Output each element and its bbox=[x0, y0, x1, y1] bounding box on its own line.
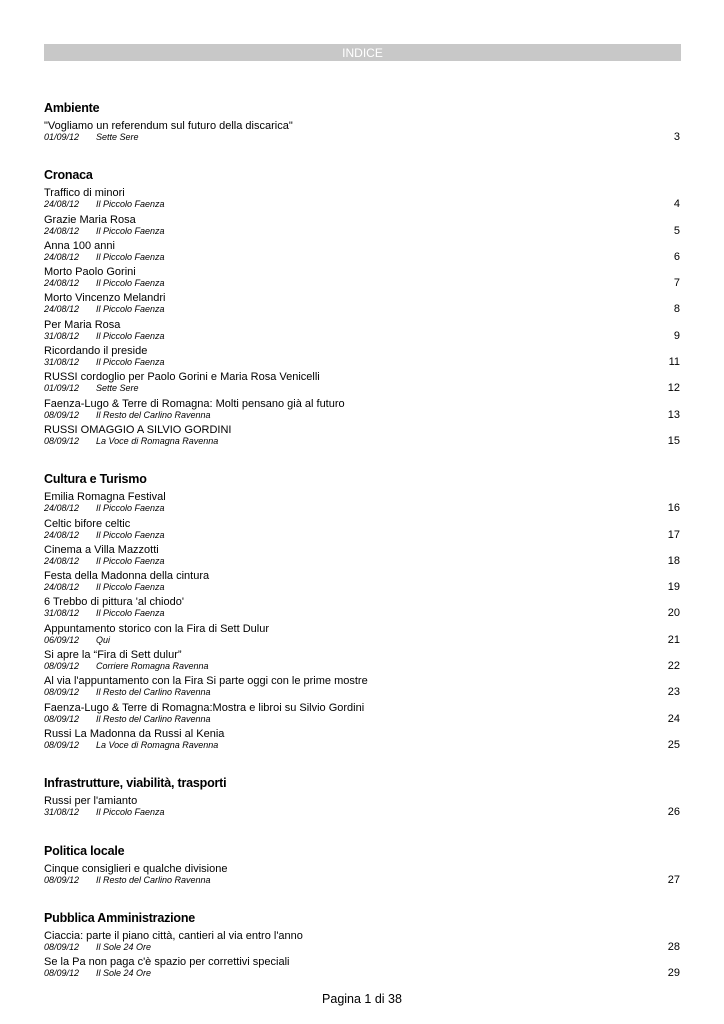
entry-meta bbox=[44, 410, 681, 420]
entry-title: Se la Pa non paga c'è spazio per correttivi speciali bbox=[44, 956, 290, 969]
entry-source: Il Piccolo Faenza bbox=[96, 555, 165, 566]
entry-page-number: 29 bbox=[667, 967, 680, 980]
entry-date: 08/09/12 bbox=[44, 874, 80, 885]
entry-meta bbox=[44, 661, 681, 671]
index-section bbox=[44, 471, 681, 754]
entry-meta bbox=[44, 942, 681, 952]
entry-meta bbox=[44, 875, 681, 885]
entry-source: Il Piccolo Faenza bbox=[96, 503, 165, 514]
entry-date: 24/08/12 bbox=[44, 304, 80, 315]
entry-title: Ricordando il preside bbox=[44, 345, 148, 358]
entry-title: Al via l'appuntamento con la Fira Si parte oggi con le prime mostre bbox=[44, 675, 368, 688]
entry-date: 08/09/12 bbox=[44, 409, 80, 420]
entry-title: Cinema a Villa Mazzotti bbox=[44, 543, 159, 556]
index-entry[interactable] bbox=[44, 491, 681, 517]
entry-date: 24/08/12 bbox=[44, 503, 80, 514]
entry-page-number: 25 bbox=[667, 738, 680, 751]
entry-source: Il Piccolo Faenza bbox=[96, 330, 165, 341]
entry-title: 6 Trebbo di pittura 'al chiodo' bbox=[44, 596, 184, 609]
index-content bbox=[44, 100, 681, 982]
entry-date: 24/08/12 bbox=[44, 278, 80, 289]
index-entry[interactable] bbox=[44, 214, 681, 240]
entry-meta bbox=[44, 740, 681, 750]
entry-source: Il Piccolo Faenza bbox=[96, 608, 165, 619]
entry-source: Qui bbox=[96, 634, 111, 645]
entry-page-number: 4 bbox=[673, 198, 680, 211]
entry-date: 31/08/12 bbox=[44, 608, 80, 619]
entry-source: Il Piccolo Faenza bbox=[96, 529, 165, 540]
index-section bbox=[44, 910, 681, 983]
index-entry[interactable] bbox=[44, 795, 681, 821]
index-section bbox=[44, 775, 681, 821]
section-title: Ambiente bbox=[44, 101, 100, 115]
index-entry[interactable] bbox=[44, 930, 681, 956]
entry-date: 31/08/12 bbox=[44, 357, 80, 368]
entry-page-number: 16 bbox=[667, 502, 680, 515]
index-entry[interactable] bbox=[44, 371, 681, 397]
section-title: Pubblica Amministrazione bbox=[44, 910, 196, 925]
entry-meta bbox=[44, 968, 681, 978]
entry-page-number: 19 bbox=[667, 581, 680, 594]
index-entry[interactable] bbox=[44, 702, 681, 728]
entry-date: 31/08/12 bbox=[44, 807, 80, 818]
index-entry[interactable] bbox=[44, 319, 681, 345]
entry-title: Festa della Madonna della cintura bbox=[44, 570, 210, 583]
index-entry[interactable] bbox=[44, 240, 681, 266]
entry-date: 31/08/12 bbox=[44, 330, 80, 341]
index-entry[interactable] bbox=[44, 120, 681, 146]
entry-meta bbox=[44, 383, 681, 393]
entry-title: "Vogliamo un referendum sul futuro della discarica" bbox=[44, 120, 293, 132]
entry-page-number: 23 bbox=[667, 686, 680, 699]
entry-meta bbox=[44, 357, 681, 367]
entry-date: 08/09/12 bbox=[44, 739, 80, 750]
entry-meta bbox=[44, 132, 681, 142]
entry-date: 06/09/12 bbox=[44, 634, 80, 645]
index-section bbox=[44, 167, 681, 450]
index-entry[interactable] bbox=[44, 596, 681, 622]
entry-page-number: 5 bbox=[673, 224, 680, 237]
entry-source: Il Sole 24 Ore bbox=[96, 968, 152, 979]
entry-source: Il Piccolo Faenza bbox=[96, 278, 165, 289]
entry-page-number: 28 bbox=[667, 940, 680, 953]
index-entry[interactable] bbox=[44, 623, 681, 649]
entry-source: Il Piccolo Faenza bbox=[96, 807, 165, 818]
entry-meta bbox=[44, 635, 681, 645]
entry-meta bbox=[44, 807, 681, 817]
entry-date: 08/09/12 bbox=[44, 941, 80, 952]
page-footer bbox=[0, 992, 724, 1006]
entry-date: 01/09/12 bbox=[44, 383, 80, 394]
entry-date: 01/09/12 bbox=[44, 132, 80, 142]
entry-meta bbox=[44, 226, 681, 236]
entry-meta bbox=[44, 530, 681, 540]
entry-page-number: 20 bbox=[667, 607, 680, 620]
entry-source: Il Sole 24 Ore bbox=[96, 941, 152, 952]
index-entry[interactable] bbox=[44, 544, 681, 570]
entry-source: Il Piccolo Faenza bbox=[96, 225, 165, 236]
entry-meta bbox=[44, 199, 681, 209]
entry-meta bbox=[44, 608, 681, 618]
entry-page-number: 24 bbox=[667, 712, 680, 725]
index-entry[interactable] bbox=[44, 292, 681, 318]
index-entry[interactable] bbox=[44, 570, 681, 596]
section-title: Infrastrutture, viabilità, trasporti bbox=[44, 776, 227, 791]
entry-meta bbox=[44, 714, 681, 724]
entry-title: Grazie Maria Rosa bbox=[44, 213, 136, 226]
entry-source: Sette Sere bbox=[96, 383, 139, 394]
index-section bbox=[44, 100, 681, 146]
index-entry[interactable] bbox=[44, 424, 681, 450]
entry-title: Morto Paolo Gorini bbox=[44, 266, 136, 279]
section-title: Cronaca bbox=[44, 168, 93, 183]
entry-source: Il Piccolo Faenza bbox=[96, 251, 165, 262]
entry-source: La Voce di Romagna Ravenna bbox=[96, 435, 219, 446]
index-entry[interactable] bbox=[44, 728, 681, 754]
entry-date: 24/08/12 bbox=[44, 225, 80, 236]
entry-page-number: 26 bbox=[667, 806, 680, 819]
index-entry[interactable] bbox=[44, 398, 681, 424]
entry-page-number: 13 bbox=[667, 408, 680, 421]
entry-meta bbox=[44, 252, 681, 262]
entry-title: Celtic bifore celtic bbox=[44, 517, 131, 530]
entry-page-number: 8 bbox=[673, 303, 680, 316]
entry-meta bbox=[44, 304, 681, 314]
entry-page-number: 18 bbox=[667, 554, 680, 567]
entry-title: Per Maria Rosa bbox=[44, 318, 121, 331]
index-section bbox=[44, 843, 681, 889]
entry-source: Il Resto del Carlino Ravenna bbox=[96, 713, 211, 724]
entry-meta bbox=[44, 278, 681, 288]
entry-title: Appuntamento storico con la Fira di Sett Dulur bbox=[44, 622, 270, 635]
page-number-label: Pagina 1 di 38 bbox=[322, 992, 402, 1006]
entry-title: Russi per l'amianto bbox=[44, 795, 138, 808]
entry-title: RUSSI cordoglio per Paolo Gorini e Maria Rosa Venicelli bbox=[44, 371, 320, 384]
entry-meta bbox=[44, 582, 681, 592]
index-entry[interactable] bbox=[44, 518, 681, 544]
entry-page-number: 9 bbox=[673, 329, 680, 342]
entry-title: Faenza-Lugo & Terre di Romagna: Molti pensano già al futuro bbox=[44, 397, 345, 410]
index-header-bar bbox=[44, 44, 681, 61]
index-entry[interactable] bbox=[44, 266, 681, 292]
entry-meta bbox=[44, 503, 681, 513]
entry-page-number: 7 bbox=[673, 277, 680, 290]
entry-page-number: 21 bbox=[667, 633, 680, 646]
entry-title: Russi La Madonna da Russi al Kenia bbox=[44, 727, 225, 740]
entry-page-number: 11 bbox=[668, 356, 680, 369]
entry-title: RUSSI OMAGGIO A SILVIO GORDINI bbox=[44, 423, 232, 436]
entry-source: Corriere Romagna Ravenna bbox=[96, 661, 209, 672]
entry-title: Faenza-Lugo & Terre di Romagna:Mostra e libroi su Silvio Gordini bbox=[44, 701, 365, 714]
entry-date: 24/08/12 bbox=[44, 582, 80, 593]
entry-title: Ciaccia: parte il piano città, cantieri al via entro l'anno bbox=[44, 929, 303, 942]
entry-source: Il Piccolo Faenza bbox=[96, 582, 165, 593]
section-title: Politica locale bbox=[44, 843, 125, 858]
entry-source: Il Resto del Carlino Ravenna bbox=[96, 687, 211, 698]
index-entry[interactable] bbox=[44, 675, 681, 701]
entry-date: 08/09/12 bbox=[44, 687, 80, 698]
entry-meta bbox=[44, 331, 681, 341]
entry-title: Emilia Romagna Festival bbox=[44, 491, 166, 504]
entry-date: 24/08/12 bbox=[44, 555, 80, 566]
entry-meta bbox=[44, 436, 681, 446]
entry-meta bbox=[44, 687, 681, 697]
entry-title: Traffico di minori bbox=[44, 187, 125, 200]
entry-date: 24/08/12 bbox=[44, 529, 80, 540]
entry-source: Il Piccolo Faenza bbox=[96, 199, 165, 210]
entry-date: 08/09/12 bbox=[44, 661, 80, 672]
entry-title: Anna 100 anni bbox=[44, 239, 115, 252]
entry-source: Il Piccolo Faenza bbox=[96, 357, 165, 368]
index-entry[interactable] bbox=[44, 649, 681, 675]
entry-date: 24/08/12 bbox=[44, 199, 80, 210]
index-entry[interactable] bbox=[44, 863, 681, 889]
entry-date: 08/09/12 bbox=[44, 968, 80, 979]
index-title: INDICE bbox=[342, 46, 383, 60]
entry-source: Sette Sere bbox=[96, 132, 139, 142]
entry-source: Il Resto del Carlino Ravenna bbox=[96, 409, 211, 420]
entry-page-number: 3 bbox=[673, 131, 680, 143]
entry-source: La Voce di Romagna Ravenna bbox=[96, 739, 219, 750]
entry-source: Il Resto del Carlino Ravenna bbox=[96, 874, 211, 885]
entry-title: Cinque consiglieri e qualche divisione bbox=[44, 862, 228, 875]
entry-date: 08/09/12 bbox=[44, 713, 80, 724]
entry-source: Il Piccolo Faenza bbox=[96, 304, 165, 315]
entry-meta bbox=[44, 556, 681, 566]
entry-title: Si apre la “Fira di Sett dulur” bbox=[44, 649, 182, 662]
entry-page-number: 27 bbox=[667, 873, 680, 886]
index-entry[interactable] bbox=[44, 956, 681, 982]
entry-date: 08/09/12 bbox=[44, 435, 80, 446]
entry-page-number: 6 bbox=[673, 250, 680, 263]
entry-page-number: 12 bbox=[667, 382, 680, 395]
entry-page-number: 22 bbox=[667, 660, 680, 673]
index-entry[interactable] bbox=[44, 345, 681, 371]
entry-page-number: 17 bbox=[667, 528, 680, 541]
entry-page-number: 15 bbox=[667, 434, 680, 447]
index-entry[interactable] bbox=[44, 187, 681, 213]
section-title: Cultura e Turismo bbox=[44, 472, 147, 487]
entry-date: 24/08/12 bbox=[44, 251, 80, 262]
entry-title: Morto Vincenzo Melandri bbox=[44, 292, 166, 305]
